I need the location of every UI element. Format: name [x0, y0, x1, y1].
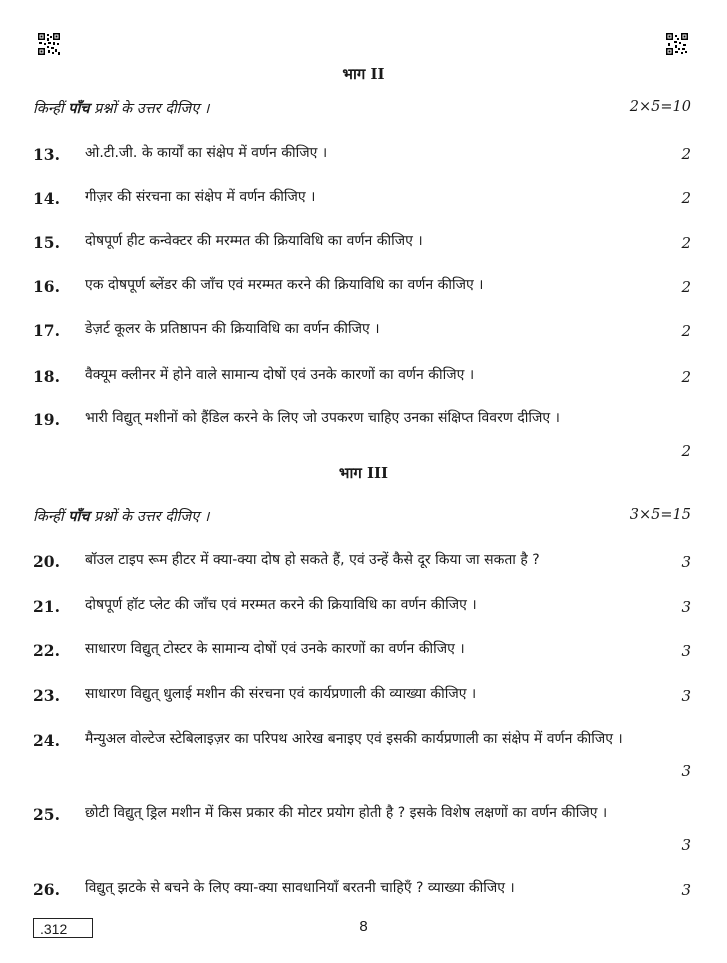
question-marks: 2 [681, 442, 691, 460]
question-marks: 2 [681, 234, 691, 252]
question-number: 22. [33, 641, 60, 660]
question-marks: 2 [681, 368, 691, 386]
question-number: 25. [33, 805, 60, 824]
question-marks: 3 [681, 687, 691, 705]
question-text: गीज़र की संरचना का संक्षेप में वर्णन कीजिए । [85, 189, 316, 205]
section-title-part-2: भाग II [342, 65, 385, 83]
question-text: वैक्यूम क्लीनर में होने वाले सामान्य दोषों एवं उनके कारणों का वर्णन कीजिए । [85, 367, 475, 383]
question-text: बॉउल टाइप रूम हीटर में क्या-क्या दोष हो सकते हैं, एवं उन्हें कैसे दूर किया जा सकता है ? [85, 552, 540, 568]
question-text: छोटी विद्युत् ड्रिल मशीन में किस प्रकार की मोटर प्रयोग होती है ? इसके विशेष लक्षणों का वर्णन कीजिए । [85, 805, 608, 821]
qr-code-icon [666, 33, 688, 55]
question-text: दोषपूर्ण हीट कन्वेक्टर की मरम्मत की क्रियाविधि का वर्णन कीजिए । [85, 233, 423, 249]
question-number: 17. [33, 321, 60, 340]
section-marks-total: 2×5=10 [629, 99, 691, 115]
paper-code-box: .312 [33, 918, 93, 938]
section-marks-total: 3×5=15 [629, 507, 691, 523]
question-marks: 3 [681, 553, 691, 571]
section-title-part-3: भाग III [338, 464, 389, 482]
section-instruction: किन्हीं पाँच प्रश्नों के उत्तर दीजिए । [33, 508, 210, 525]
question-marks: 2 [681, 322, 691, 340]
question-text: साधारण विद्युत् धुलाई मशीन की संरचना एवं कार्यप्रणाली की व्याख्या कीजिए । [85, 686, 477, 702]
question-marks: 2 [681, 145, 691, 163]
question-number: 23. [33, 686, 60, 705]
question-number: 26. [33, 880, 60, 899]
question-number: 24. [33, 731, 60, 750]
qr-code-icon [38, 33, 60, 55]
question-marks: 3 [681, 762, 691, 780]
question-marks: 2 [681, 189, 691, 207]
question-number: 16. [33, 277, 60, 296]
question-number: 20. [33, 552, 60, 571]
question-text: साधारण विद्युत् टोस्टर के सामान्य दोषों एवं उनके कारणों का वर्णन कीजिए । [85, 641, 465, 657]
question-number: 18. [33, 367, 60, 386]
question-text: मैन्युअल वोल्टेज स्टेबिलाइज़र का परिपथ आरेख बनाइए एवं इसकी कार्यप्रणाली का संक्षेप में वर्णन कीजिए । [85, 731, 623, 747]
question-text: भारी विद्युत् मशीनों को हैंडिल करने के लिए जो उपकरण चाहिए उनका संक्षिप्त विवरण दीजिए । [85, 410, 560, 426]
page-number: 8 [359, 918, 368, 935]
question-text: एक दोषपूर्ण ब्लेंडर की जाँच एवं मरम्मत करने की क्रियाविधि का वर्णन कीजिए । [85, 277, 484, 293]
question-text: विद्युत् झटके से बचने के लिए क्या-क्या सावधानियाँ बरतनी चाहिएँ ? व्याख्या कीजिए । [85, 880, 515, 896]
question-marks: 3 [681, 836, 691, 854]
question-number: 13. [33, 145, 60, 164]
question-number: 15. [33, 233, 60, 252]
question-marks: 2 [681, 278, 691, 296]
question-text: दोषपूर्ण हॉट प्लेट की जाँच एवं मरम्मत करने की क्रियाविधि का वर्णन कीजिए । [85, 597, 477, 613]
question-marks: 3 [681, 598, 691, 616]
question-marks: 3 [681, 642, 691, 660]
question-text: ओ.टी.जी. के कार्यों का संक्षेप में वर्णन कीजिए । [85, 145, 328, 161]
question-number: 14. [33, 189, 60, 208]
question-text: डेज़र्ट कूलर के प्रतिष्ठापन की क्रियाविधि का वर्णन कीजिए । [85, 321, 380, 337]
question-marks: 3 [681, 881, 691, 899]
section-instruction: किन्हीं पाँच प्रश्नों के उत्तर दीजिए । [33, 100, 210, 117]
question-number: 21. [33, 597, 60, 616]
question-number: 19. [33, 410, 60, 429]
